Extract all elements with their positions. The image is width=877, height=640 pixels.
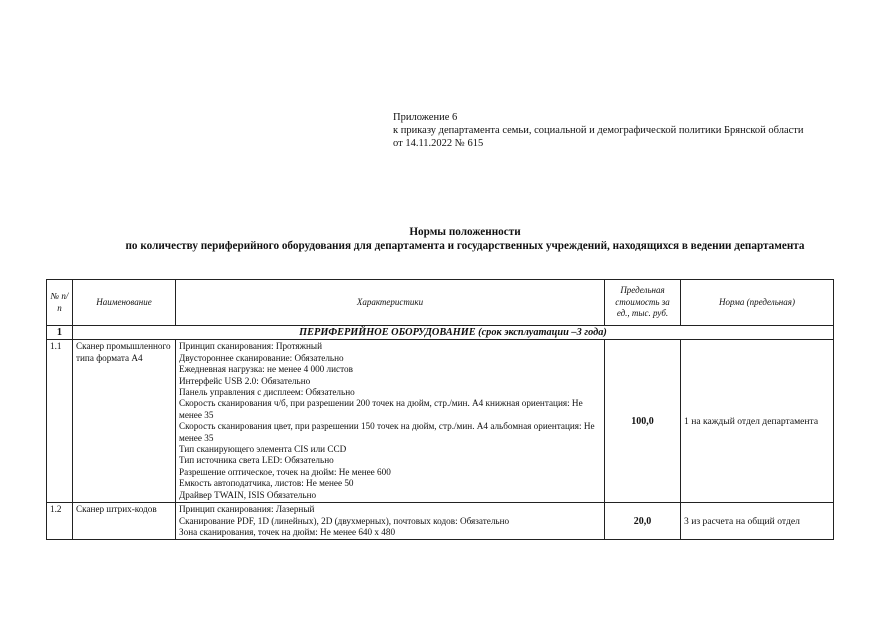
table-row [47,340,834,503]
header-num: № п/п [47,280,73,326]
row-num: 1.1 [47,340,73,503]
row-price: 100,0 [605,340,681,503]
row-name: Сканер штрих-кодов [73,503,176,540]
spec-line: Скорость сканирования цвет, при разрешении 150 точек на дюйм, стр./мин. А4 альбомная ориентация: Не менее 35 [179,421,595,443]
header-price: Предельная стоимость за ед., тыс. руб. [605,280,681,326]
row-specs [176,503,605,540]
spec-line: Драйвер TWAIN, ISIS Обязательно [179,489,317,500]
spec-line: Принцип сканирования: Протяжный [179,341,322,352]
spec-line: Ежедневная нагрузка: не менее 4 000 листов [179,364,353,375]
spec-line: Разрешение оптическое, точек на дюйм: Не менее 600 [179,466,391,477]
spec-line: Сканирование PDF, 1D (линейных), 2D (двухмерных), почтовых кодов: Обязательно [179,515,510,526]
section-row [47,326,834,340]
spec-line: Тип источника света LED: Обязательно [179,455,334,466]
row-norm: 1 на каждый отдел департамента [681,340,834,503]
appendix-header [393,111,813,150]
appendix-order-date: от 14.11.2022 № 615 [393,138,484,149]
header-norm: Норма (предельная) [681,280,834,326]
row-norm: 3 из расчета на общий отдел [681,503,834,540]
spec-line: Тип сканирующего элемента CIS или CCD [179,444,347,455]
section-num: 1 [47,326,73,340]
spec-line: Скорость сканирования ч/б, при разрешении 200 точек на дюйм, стр./мин. А4 книжная ориентация: Не менее 35 [179,398,583,420]
spec-line: Интерфейс USB 2.0: Обязательно [179,375,311,386]
row-price: 20,0 [605,503,681,540]
table-row [47,503,834,540]
spec-line: Принцип сканирования: Лазерный [179,504,315,515]
title-subtitle: по количеству периферийного оборудования для департамента и государственных учреждений, находящихся в ведении департамента [125,240,805,252]
section-title: ПЕРИФЕРИЙНОЕ ОБОРУДОВАНИЕ (срок эксплуатации –3 года) [73,326,834,340]
table-header-row [47,280,834,326]
appendix-number: Приложение 6 [393,112,458,123]
header-name: Наименование [73,280,176,326]
title-main: Нормы положенности [409,226,521,238]
norms-table [46,279,834,540]
spec-line: Емкость автоподатчика, листов: Не менее 50 [179,478,354,489]
spec-line: Двустороннее сканирование: Обязательно [179,352,344,363]
row-num: 1.2 [47,503,73,540]
spec-line: Зона сканирования, точек на дюйм: Не менее 640 x 480 [179,526,396,537]
document-title [60,225,870,253]
header-specs: Характеристики [176,280,605,326]
row-specs [176,340,605,503]
row-name: Сканер промышленного типа формата А4 [73,340,176,503]
appendix-order-ref: к приказу департамента семьи, социальной и демографической политики Брянской области [393,125,804,136]
spec-line: Панель управления с дисплеем: Обязательно [179,387,355,398]
